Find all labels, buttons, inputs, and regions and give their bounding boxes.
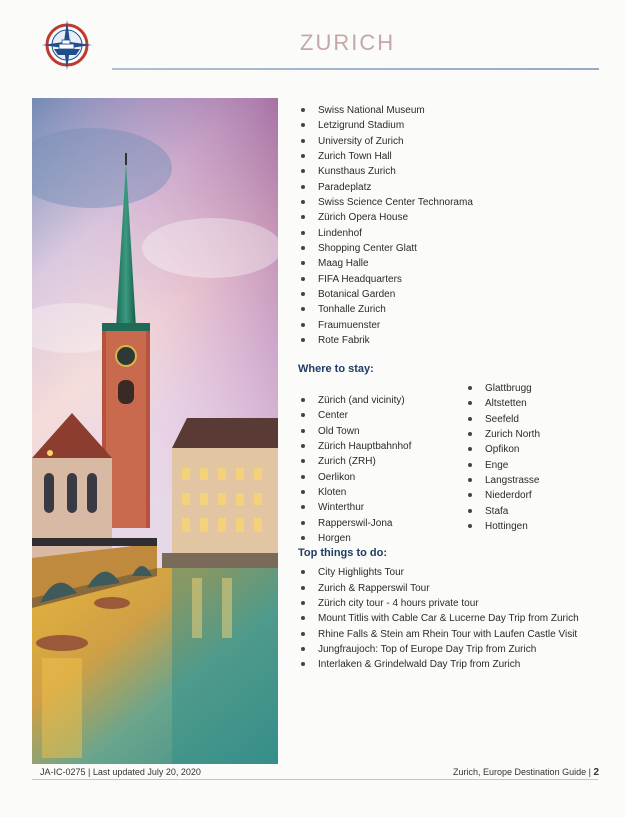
page-number: 2 <box>593 767 599 778</box>
footer-divider <box>32 779 598 780</box>
list-item: Mount Titlis with Cable Car & Lucerne Day Trip from Zurich <box>298 611 608 626</box>
list-item: Shopping Center Glatt <box>298 241 608 256</box>
list-item: Glattbrugg <box>465 381 540 396</box>
list-item: Stafa <box>465 504 540 519</box>
footer-guide-label: Zurich, Europe Destination Guide | <box>453 767 594 777</box>
list-item: Kloten <box>298 485 411 500</box>
list-item: Enge <box>465 458 540 473</box>
list-item: Fraumuenster <box>298 318 608 333</box>
attractions-list <box>298 103 608 349</box>
list-item: Letzigrund Stadium <box>298 118 608 133</box>
list-item: Zürich Hauptbahnhof <box>298 439 411 454</box>
list-item: Rhine Falls & Stein am Rhein Tour with Laufen Castle Visit <box>298 627 608 642</box>
list-item: Winterthur <box>298 500 411 515</box>
list-item: Langstrasse <box>465 473 540 488</box>
content-column <box>298 103 608 673</box>
list-item: Rote Fabrik <box>298 333 608 348</box>
list-item: Interlaken & Grindelwald Day Trip from Zurich <box>298 657 608 672</box>
list-item: Oerlikon <box>298 470 411 485</box>
list-item: Tonhalle Zurich <box>298 302 608 317</box>
list-item: Zurich North <box>465 427 540 442</box>
list-item: FIFA Headquarters <box>298 272 608 287</box>
list-item: Zürich Opera House <box>298 210 608 225</box>
list-item: Rapperswil-Jona <box>298 516 411 531</box>
list-item: Botanical Garden <box>298 287 608 302</box>
list-item: Jungfraujoch: Top of Europe Day Trip from Zurich <box>298 642 608 657</box>
top-things-heading: Top things to do: <box>298 546 387 559</box>
page-title: ZURICH <box>300 30 396 55</box>
list-item: University of Zurich <box>298 134 608 149</box>
where-to-stay-heading: Where to stay: <box>298 362 374 375</box>
list-item: Niederdorf <box>465 488 540 503</box>
list-item: Maag Halle <box>298 256 608 271</box>
where-to-stay-columns <box>298 381 608 544</box>
list-item: Seefeld <box>465 412 540 427</box>
list-item: Swiss Science Center Technorama <box>298 195 608 210</box>
list-item: Altstetten <box>465 396 540 411</box>
list-item: Hottingen <box>465 519 540 534</box>
list-item: Center <box>298 408 411 423</box>
title-divider <box>112 68 599 70</box>
list-item: Opfikon <box>465 442 540 457</box>
list-item: Zürich (and vicinity) <box>298 393 411 408</box>
list-item: Zurich (ZRH) <box>298 454 411 469</box>
footer-doc-id: JA-IC-0275 | Last updated July 20, 2020 <box>40 767 201 777</box>
list-item: City Highlights Tour <box>298 565 608 580</box>
list-item: Lindenhof <box>298 226 608 241</box>
list-item: Zürich city tour - 4 hours private tour <box>298 596 608 611</box>
list-item: Paradeplatz <box>298 180 608 195</box>
top-things-list <box>298 565 608 672</box>
list-item: Old Town <box>298 424 411 439</box>
list-item: Swiss National Museum <box>298 103 608 118</box>
company-logo <box>40 18 94 72</box>
zurich-cityscape-photo <box>32 98 278 764</box>
stay-list-left <box>298 393 411 546</box>
list-item: Zurich & Rapperswil Tour <box>298 581 608 596</box>
footer-guide-title <box>453 767 599 778</box>
list-item: Horgen <box>298 531 411 546</box>
compass-ship-logo-icon <box>40 18 94 72</box>
list-item: Zurich Town Hall <box>298 149 608 164</box>
stay-list-right <box>465 381 540 534</box>
list-item: Kunsthaus Zurich <box>298 164 608 179</box>
